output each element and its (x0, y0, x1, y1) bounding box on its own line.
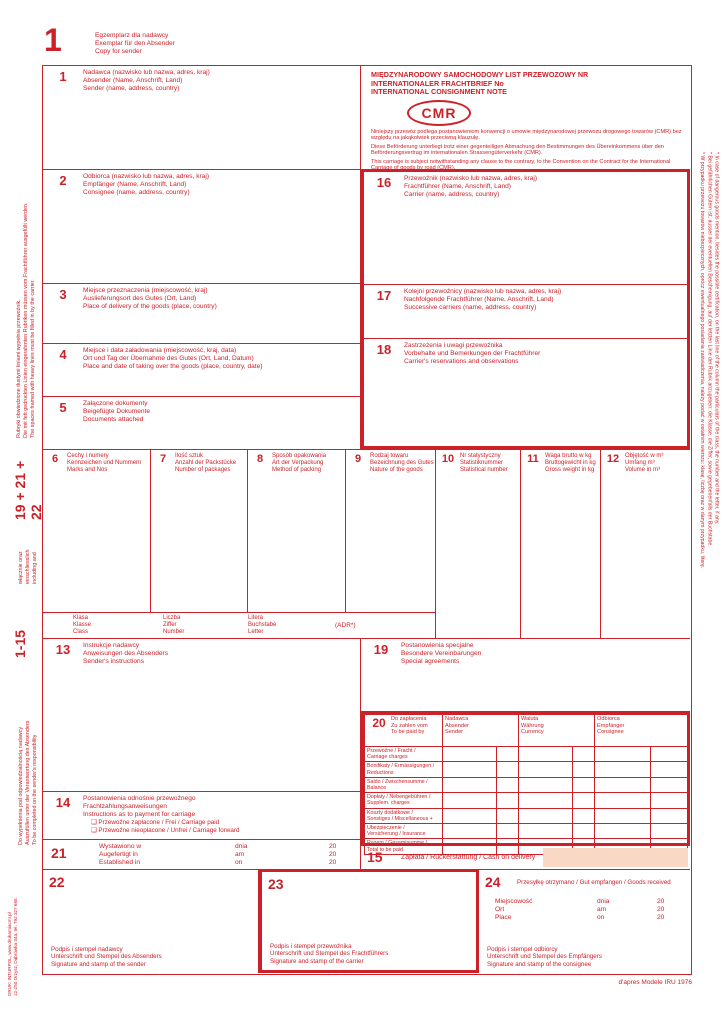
charges-consignee-header: Odbiorca Empfänger Consignee (595, 715, 688, 747)
cmr-form (42, 65, 692, 975)
charges-cell[interactable] (519, 808, 573, 823)
box-reservations (364, 338, 687, 446)
box-consignee (43, 169, 361, 283)
box-consignee-number: 2 (59, 173, 67, 188)
sender-input-area[interactable] (45, 94, 358, 167)
title-block (361, 66, 690, 172)
box-nature-label: Rodzaj towaru Bezeichnung des Gutes Nature of the goods (370, 453, 434, 474)
charges-cell[interactable] (519, 747, 573, 762)
box-reservations-number: 18 (376, 342, 392, 357)
box-packages-number: 7 (159, 453, 167, 465)
sender-signature-label: Podpis i stempel nadawcy Unterschrift und Stempel des Absenders Signature and stamp of the sender (51, 945, 162, 968)
box-reservations-label: Zastrzeżenia i uwagi przewoźnika Vorbehalte und Bemerkungen der Frachtführer Carrier's reservations and observations (404, 342, 541, 365)
consignment-note-title: MIĘDZYNARODOWY SAMOCHODOWY LIST PRZEWOZOWY NR INTERNATIONALER FRACHTBRIEF No INTERNATIONAL CONSIGNMENT NOTE (371, 70, 589, 97)
box-documents-label: Załączone dokumenty Beigefügte Dokumente Documents attached (83, 400, 151, 423)
box-packing (248, 450, 346, 612)
box-documents-number: 5 (59, 400, 67, 415)
box-cash-on-delivery (361, 846, 690, 869)
box-carrier (364, 172, 687, 284)
charges-cell[interactable] (497, 777, 519, 792)
dangerous-goods-note: * W przypadku przewozu towarów niebezpiecznych, oprócz ewentualnego posiadania zaświadczenia, należy podać w ostatnim wierszu: klasę, liczbę oraz w danym przypadku, literę. * Bei gefährlichen Gütern ist, ausser der eventuellen Bescheinigung, auf der letzten Linie der Rubrik anzugeben: die Klasse, die Ziffer, sowie gegebenenfalls der Buchstabe. * In case of dangerous goods mention, besides the possible certification, on the last line of the column the particulars of the class, the number and the letter, if any. (699, 152, 720, 569)
charges-row-insurance: Ubezpieczenie / Versicherung / Insurance (365, 824, 688, 839)
box-sender-number: 1 (59, 69, 67, 84)
carrier-boxes-range: 19 + 21 + 22 (12, 460, 44, 520)
adr-number-label: Liczba Ziffer Number (163, 615, 185, 636)
charges-cell[interactable] (443, 793, 497, 808)
box-sender (43, 66, 361, 169)
printer-credit: DRUK: INTURPOL, www.drukarniacmr.pl 12-250 Orzysz, Dąbrówka 34a, tel. 792 327 665. (7, 897, 18, 996)
charges-cell[interactable] (595, 747, 651, 762)
charges-cell[interactable] (595, 824, 651, 839)
box-delivery-place (43, 283, 361, 343)
charges-row-miscellaneous: Koszty dodatkowe / Sonstiges / Miscellaneous + (365, 808, 688, 823)
box-charges (361, 711, 690, 853)
charges-cell[interactable] (595, 808, 651, 823)
box-volume (601, 450, 690, 639)
box-statistical (436, 450, 521, 639)
charges-paid-by-header: 20 Do zapłacenia Zu zahlen vom To be paid by (365, 715, 443, 747)
box-carrier-number: 16 (376, 175, 392, 190)
carrier-fills-note: Rubryki obwiedzione tłustymi liniami wypełnia przewoźnik. Die mit fett gedruckten Linien eingerahmten Rubriken müssen vom Frachtführer ausgefüllt werden. The spaces framed with heavy lines must be filled in by the carrier. (16, 202, 36, 438)
charges-row-reductions: Bonifikaty / Ermässigungen / Reductions (365, 762, 688, 777)
box-gross-weight-number: 11 (527, 453, 539, 465)
box-taking-over (43, 343, 361, 396)
charges-currency-header: Waluta Währung Currency (519, 715, 595, 747)
charges-cell[interactable] (443, 808, 497, 823)
charges-row-total: Razem / Gesamtsumme / Total to be paid (365, 839, 688, 854)
charges-cell[interactable] (573, 793, 595, 808)
box-successive-carriers-number: 17 (376, 288, 392, 303)
box-sender-signature (43, 869, 259, 973)
charges-cell[interactable] (651, 808, 688, 823)
box-successive-carriers-label: Kolejni przewoźnicy (nazwisko lub nazwa, adres, kraj) Nachfolgende Frachtführer (Name, Anschrift, Land) Successive carriers (name, address, country) (404, 288, 562, 311)
box-marks-label: Cechy i numery Kennzeichen und Nummern Marks and Nos (67, 453, 142, 474)
special-agreements-input-area[interactable] (363, 667, 688, 709)
delivery-place-input-area[interactable] (45, 312, 358, 341)
box-carrier-signature-number: 23 (268, 876, 284, 892)
charges-cell[interactable] (497, 762, 519, 777)
box-charges-number: 20 (372, 716, 386, 730)
goods-section (43, 449, 690, 638)
charges-cell[interactable] (651, 793, 688, 808)
adr-note: (ADR*) (335, 622, 356, 629)
box-successive-carriers (364, 284, 687, 338)
charges-cell[interactable] (573, 777, 595, 792)
charges-cell[interactable] (497, 747, 519, 762)
box-cash-on-delivery-number: 15 (367, 849, 383, 865)
charges-cell[interactable] (651, 762, 688, 777)
convention-clause-de: Diese Beförderung unterliegt trotz einer gegenteiligen Abmachung den Bestimmungen des Übereinkommens über den Beförderungsvertrag im internationalen Strassengüterverkehr (CMR). (371, 143, 664, 157)
checkbox-icon[interactable]: ❑ (91, 827, 97, 834)
copy-number: 1 (44, 22, 62, 58)
box-payment-instructions-label: Postanowienia odnośnie przewoźnego Frachtzahlungsanweisungen Instructions as to payment for carriage (83, 795, 196, 818)
charges-cell[interactable] (497, 824, 519, 839)
charges-row-supplements: Dopłaty / Nebengebühren / Supplem. charges (365, 793, 688, 808)
model-reference: d'apres Modele IRU 1976 (618, 979, 692, 986)
box-gross-weight (521, 450, 601, 639)
box-packing-number: 8 (256, 453, 264, 465)
box-sender-signature-number: 22 (49, 874, 65, 890)
box-established (43, 839, 361, 869)
taking-over-input-area[interactable] (45, 372, 358, 394)
carrier-signature-label: Podpis i stempel przewoźnika Unterschrift und Stempel des Frachtführers Signature and stamp of the carrier (270, 942, 389, 965)
box-delivery-place-number: 3 (59, 287, 67, 302)
checkbox-icon[interactable]: ❑ (91, 819, 97, 826)
goods-received-year-prefix: 20 20 20 (657, 898, 665, 921)
charges-cell[interactable] (651, 747, 688, 762)
cash-on-delivery-field[interactable] (543, 848, 688, 867)
box-payment-instructions-number: 14 (55, 795, 71, 810)
sender-boxes-range: 1-15 (12, 629, 28, 658)
box-goods-received (479, 869, 690, 973)
copy-line-pl: Egzemplarz dla nadawcy (95, 32, 169, 39)
box-gross-weight-label: Waga brutto w kg Bruttogewicht in kg Gross weight in kg (545, 453, 596, 474)
instructions-input-area[interactable] (45, 667, 358, 789)
successive-carriers-input-area[interactable] (366, 313, 685, 336)
charges-table (364, 714, 688, 855)
charges-cell[interactable] (519, 762, 573, 777)
carriage-forward-option[interactable]: ❑ Przewoźne nieopłacone / Unfrei / Carriage forward (91, 827, 240, 834)
box-marks-number: 6 (51, 453, 59, 465)
charges-cell[interactable] (497, 808, 519, 823)
box-documents (43, 396, 361, 449)
copy-line-de: Exemplar für den Absender (95, 40, 175, 47)
charges-row-carriage: Przewoźne / Fracht / Carriage charges (365, 747, 688, 762)
sender-responsibility-note: Do wypełnienia pod odpowiedzialnością nadawcy Auszufüllen unter der Verantwortung des Absenders To be completed on the sender's responsibility (18, 720, 38, 845)
charges-cell[interactable] (519, 793, 573, 808)
box-nature (346, 450, 436, 639)
box-consignee-label: Odbiorca (nazwisko lub nazwa, adres, kraj) Empfänger (Name, Anschrift, Land) Consignee (name, address, country) (83, 173, 210, 196)
established-date-label: dnia am on (235, 843, 248, 866)
established-in-label: Wystawiono w Augefertigt in Established in (99, 843, 142, 866)
cash-on-delivery-label: Zapłata / Rückerstattung / Cash on delivery (401, 854, 536, 861)
convention-clause-pl: Niniejszy przewóz podlega postanowieniom konwencji o umowie międzynarodowej przewozu drogowego towarów (CMR) bez względu na jakąkolwiek przeciwną klauzulę. (371, 128, 682, 142)
charges-cell[interactable] (443, 824, 497, 839)
carrier-heavy-block (361, 169, 690, 449)
charges-cell[interactable] (443, 777, 497, 792)
charges-cell[interactable] (497, 793, 519, 808)
box-instructions (43, 638, 361, 791)
cmr-badge: CMR (407, 100, 471, 126)
goods-received-date-label: dnia am on (597, 898, 610, 921)
box-carrier-signature (259, 869, 479, 973)
charges-cell[interactable] (595, 793, 651, 808)
box-payment-instructions (43, 791, 361, 839)
box-established-number: 21 (51, 845, 67, 861)
box-statistical-label: Nr statystyczny Statistiknummer Statistical number (460, 453, 508, 474)
copy-designation (95, 32, 175, 56)
charges-cell[interactable] (573, 762, 595, 777)
box-instructions-number: 13 (55, 642, 71, 657)
charges-cell[interactable] (573, 824, 595, 839)
box-statistical-number: 10 (441, 453, 455, 465)
convention-clause-en: This carriage is subject notwithstanding any clause to the contrary, to the Convention on the Contract for the International Carriage of goods by road (CMR). (371, 158, 671, 172)
box-taking-over-label: Miejsce i data załadowania (miejscowość, kraj, data) Ort und Tag der Übernahme des Gutes (Ort, Land, Datum) Place and date of taking over the goods (place, country, date) (83, 347, 263, 370)
box-goods-received-number: 24 (485, 874, 501, 890)
charges-cell[interactable] (573, 747, 595, 762)
carriage-paid-option[interactable]: ❑ Przewoźne zapłacone / Frei / Carriage paid (91, 819, 220, 826)
box-special-agreements (361, 638, 690, 711)
charges-sender-header: Nadawca Absender Sender (443, 715, 519, 747)
charges-cell[interactable] (573, 808, 595, 823)
charges-cell[interactable] (651, 824, 688, 839)
goods-received-place-label: Miejscowość Ort Place (495, 898, 533, 921)
box-special-agreements-number: 19 (373, 642, 389, 657)
established-year-prefix: 20 20 20 (329, 843, 337, 866)
consignee-input-area[interactable] (45, 198, 358, 281)
box-volume-label: Objętość w m³ Umfang m³ Volume in m³ (625, 453, 664, 474)
goods-received-label: Przesyłkę otrzymano / Gut empfangen / Goods received (517, 879, 671, 886)
box-volume-number: 12 (606, 453, 620, 465)
charges-cell[interactable] (651, 777, 688, 792)
documents-input-area[interactable] (45, 425, 358, 447)
box-delivery-place-label: Miejsce przeznaczenia (miejscowość, kraj) Auslieferungsort des Gutes (Ort, Land) Place of delivery of the goods (place, country) (83, 287, 217, 310)
box-packing-label: Sposób opakowania Art der Verpackung Method of packing (272, 453, 327, 474)
adr-row (43, 612, 436, 639)
reservations-input-area[interactable] (366, 367, 685, 444)
box-sender-label: Nadawca (nazwisko lub nazwa, adres, kraj) Absender (Name, Anschrift, Land) Sender (name, address, country) (83, 69, 210, 92)
box-nature-number: 9 (354, 453, 362, 465)
box-taking-over-number: 4 (59, 347, 67, 362)
adr-letter-label: Litera Buchstabe Letter (248, 615, 277, 636)
box-special-agreements-label: Postanowienia specjalne Besondere Vereinbarungen Special agreements (401, 642, 482, 665)
charges-cell[interactable] (443, 762, 497, 777)
charges-cell[interactable] (595, 777, 651, 792)
box-instructions-label: Instrukcje nadawcy Anweisungen des Absenders Sender's instructions (83, 642, 169, 665)
charges-cell[interactable] (519, 824, 573, 839)
box-packages-label: Ilość sztuk Anzahl der Packstücke Number of packages (175, 453, 237, 474)
copy-line-en: Copy for sender (95, 48, 142, 55)
charges-row-balance: Saldo / Zwischensumme / Balance (365, 777, 688, 792)
charges-cell[interactable] (443, 747, 497, 762)
box-marks (43, 450, 151, 612)
adr-class-label: Klasa Klasse Class (73, 615, 92, 636)
charges-cell[interactable] (595, 762, 651, 777)
box-carrier-label: Przewoźnik (nazwisko lub nazwa, adres, kraj) Frachtführer (Name, Anschrift, Land) Carrier (name, address, country) (404, 175, 538, 198)
consignee-signature-label: Podpis i stempel odbiorcy Unterschrift und Stempel des Empfängers Signature and stamp of the consignee (487, 945, 602, 968)
charges-cell[interactable] (519, 777, 573, 792)
box-packages (151, 450, 248, 612)
carrier-input-area[interactable] (366, 200, 685, 282)
including-note: włącznie oraz einschliesslich including and (18, 549, 38, 584)
